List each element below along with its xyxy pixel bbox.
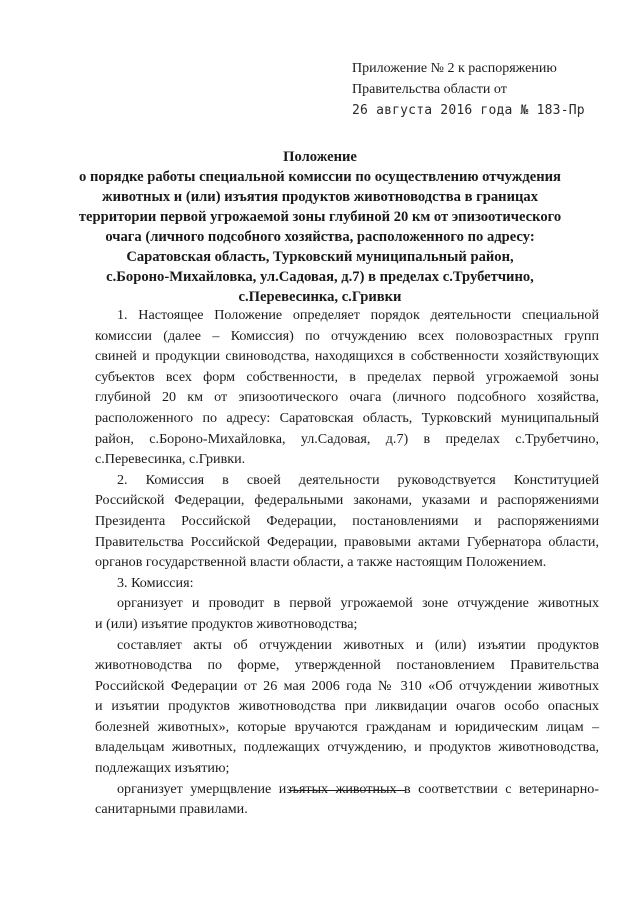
text-line: глубиной 20 км от эпизоотического очага (личного подсобного хозяйства, — [95, 389, 599, 406]
text-line: комиссии (далее – Комиссия) по отчуждению всех половозрастных групп — [95, 327, 599, 344]
text-line: подлежащих изъятию; — [95, 760, 230, 777]
text-line: составляет акты об отчуждении животных и (или) изъятии продуктов — [117, 636, 599, 653]
text-line: субъектов всех форм собственности, в пределах первой угрожаемой зоны — [95, 368, 599, 385]
paragraph-5 — [95, 635, 599, 779]
text-line: расположенного по адресу: Саратовская область, Турковский муниципальный — [95, 409, 599, 426]
paragraph-1 — [95, 305, 599, 470]
title-line: о порядке работы специальной комиссии по осуществлению отчуждения — [79, 169, 561, 185]
text-line: болезней животных», которые вручаются гражданам и юридическим лицам – — [95, 718, 599, 735]
title-line: Саратовская область, Турковский муниципальный район, — [126, 249, 514, 265]
text-line: и изъятии продуктов животноводства при ликвидации очагов особо опасных — [95, 698, 599, 715]
text-line: Президента Российской Федерации, постановлениями и распоряжениями — [95, 512, 599, 529]
text-line: Российской Федерации от 26 мая 2006 года № 310 «Об отчуждении животных — [95, 677, 599, 694]
text-line: животноводства по форме, утвержденной постановлением Правительства — [95, 657, 599, 674]
annex-header — [352, 58, 585, 121]
annex-date-stamp: 26 августа 2016 года № 183-Пр — [352, 103, 585, 118]
paragraph-4 — [95, 593, 599, 634]
title-line: с.Перевесинка, с.Гривки — [238, 289, 402, 305]
title-line: с.Бороно-Михайловка, ул.Садовая, д.7) в пределах с.Трубетчино, — [106, 269, 534, 285]
text-line: с.Перевесинка, с.Гривки. — [95, 451, 246, 468]
text-line: 3. Комиссия: — [117, 574, 194, 591]
title-line: территории первой угрожаемой зоны глубиной 20 км от эпизоотического — [78, 209, 562, 225]
text-line: органов государственной власти области, а также настоящим Положением. — [95, 554, 547, 571]
text-line: и (или) изъятие продуктов животноводства; — [95, 615, 358, 632]
text-line: 1. Настоящее Положение определяет порядок деятельности специальной — [117, 307, 599, 323]
text-line: владельцам животных, подлежащих отчуждению, и продуктов животноводства, — [95, 739, 599, 756]
text-line: 2. Комиссия в своей деятельности руководствуется Конституцией — [117, 471, 599, 488]
text-line: Российской Федерации, федеральными законами, указами и распоряжениями — [95, 492, 599, 509]
end-divider — [289, 790, 405, 791]
text-line: район, с.Бороно-Михайловка, ул.Садовая, д.7) в пределах с.Трубетчино, — [95, 430, 599, 447]
text-line: организует умерщвление изъятых животных в соответствии с ветеринарно- — [117, 780, 599, 797]
annex-line: Правительства области от — [352, 82, 507, 97]
text-line: свиней и продукции свиноводства, находящихся в собственности хозяйствующих — [95, 348, 599, 365]
text-line: Правительства Российской Федерации, правовыми актами Губернатора области, — [95, 533, 599, 550]
paragraph-2 — [95, 470, 599, 573]
title-line: очага (личного подсобного хозяйства, расположенного по адресу: — [105, 229, 535, 245]
text-line: организует и проводит в первой угрожаемой зоне отчуждение животных — [117, 595, 599, 612]
annex-line: Приложение № 2 к распоряжению — [352, 61, 557, 76]
document-title — [70, 147, 570, 307]
document-body — [95, 305, 599, 820]
text-line: санитарными правилами. — [95, 801, 248, 818]
title-line: животных и (или) изъятия продуктов животноводства в границах — [102, 189, 538, 205]
paragraph-6 — [95, 779, 599, 820]
title-heading: Положение — [283, 149, 357, 165]
paragraph-3 — [95, 573, 599, 594]
